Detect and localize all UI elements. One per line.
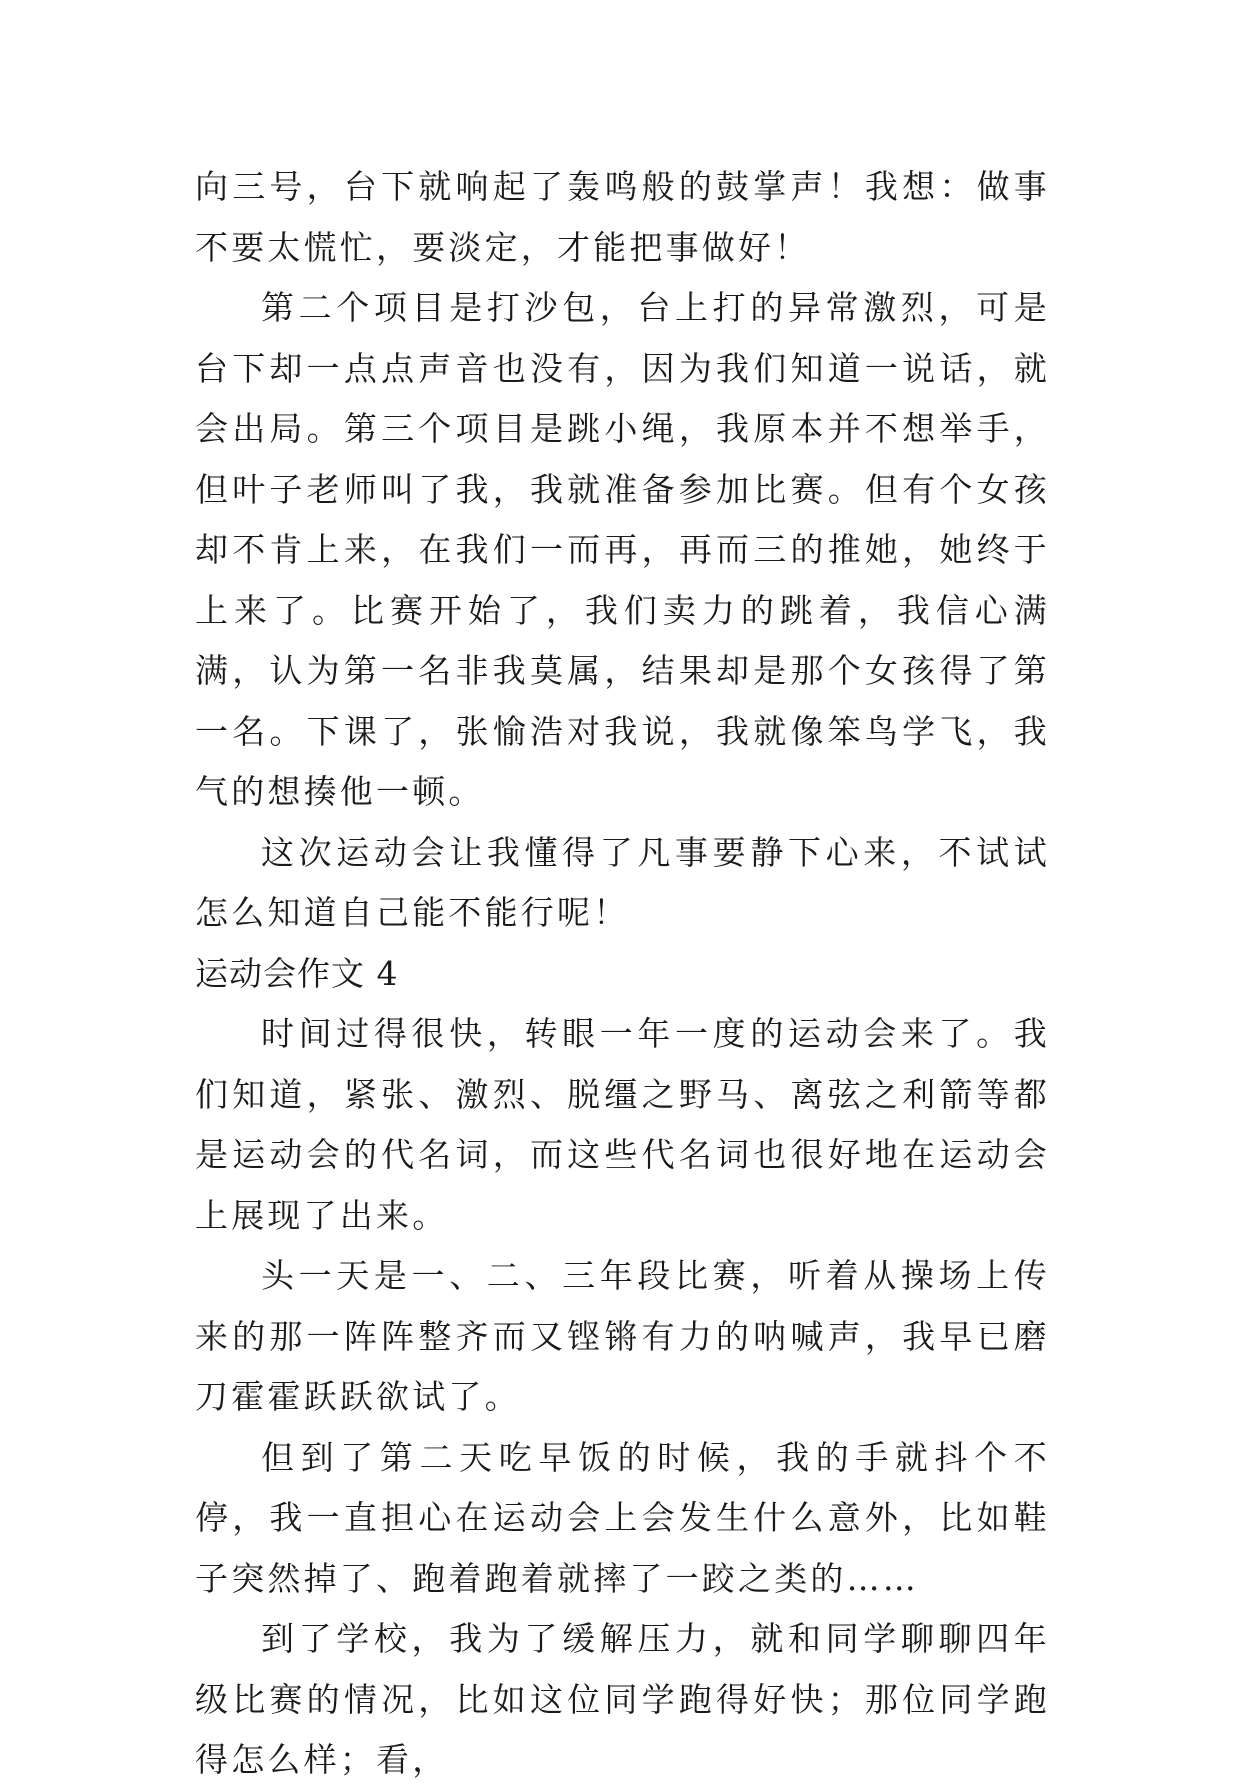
paragraph: 这次运动会让我懂得了凡事要静下心来，不试试怎么知道自己能不能行呢！ xyxy=(195,832,1050,932)
document-body xyxy=(195,157,1050,1791)
paragraph: 第二个项目是打沙包，台上打的异常激烈，可是台下却一点点声音也没有，因为我们知道一说话，就会出局。第三个项目是跳小绳，我原本并不想举手，但叶子老师叫了我，我就准备参加比赛。但有个女孩却不肯上来，在我们一而再，再而三的推她，她终于上来了。比赛开始了，我们卖力的跳着，我信心满满，认为第一名非我莫属，结果却是那个女孩得了第一名。下课了，张愉浩对我说，我就像笨鸟学飞，我气的想揍他一顿。 xyxy=(195,288,1050,811)
paragraph: 时间过得很快，转眼一年一度的运动会来了。我们知道，紧张、激烈、脱缰之野马、离弦之利箭等都是运动会的代名词，而这些代名词也很好地在运动会上展现了出来。 xyxy=(195,1014,1050,1235)
section-heading: 运动会作文 4 xyxy=(195,953,399,993)
paragraph: 但到了第二天吃早饭的时候，我的手就抖个不停，我一直担心在运动会上会发生什么意外，比如鞋子突然掉了、跑着跑着就摔了一跤之类的…… xyxy=(195,1437,1050,1598)
paragraph: 向三号，台下就响起了轰鸣般的鼓掌声！我想：做事不要太慌忙，要淡定，才能把事做好！ xyxy=(195,167,1050,267)
paragraph: 头一天是一、二、三年段比赛，听着从操场上传来的那一阵阵整齐而又铿锵有力的呐喊声，我早已磨刀霍霍跃跃欲试了。 xyxy=(195,1256,1050,1416)
paragraph: 到了学校，我为了缓解压力，就和同学聊聊四年级比赛的情况，比如这位同学跑得好快；那位同学跑得怎么样；看， xyxy=(195,1619,1050,1779)
